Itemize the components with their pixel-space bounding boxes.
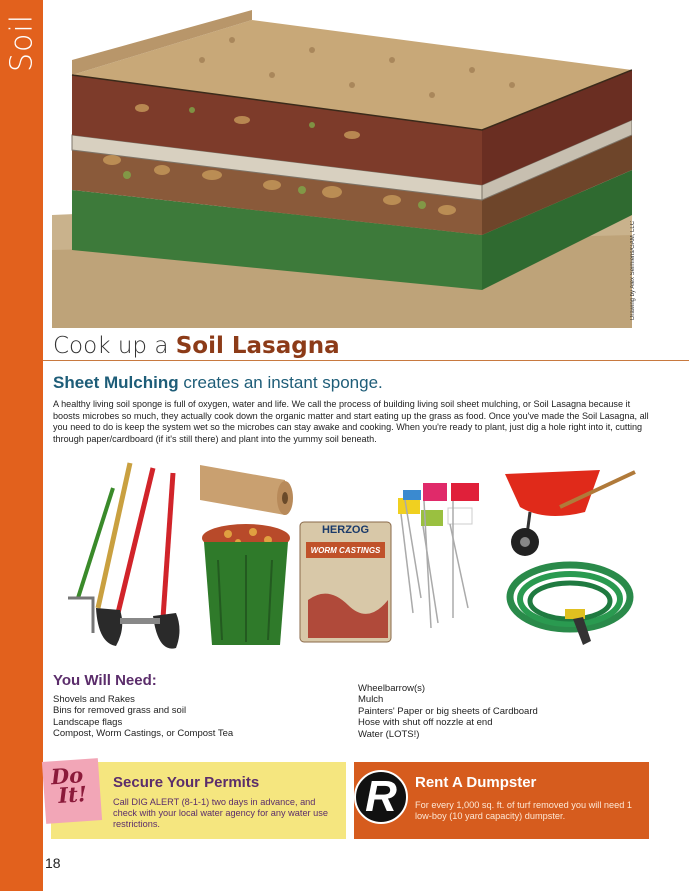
section-sidebar xyxy=(0,0,43,891)
list-item: Water (LOTS!) xyxy=(358,728,420,740)
list-item: Shovels and Rakes xyxy=(53,694,135,705)
worm-castings-bag-image xyxy=(298,520,393,644)
worm-castings-brand: HERZOG xyxy=(321,524,370,536)
list-item: Mulch xyxy=(358,694,384,706)
list-item: Landscape flags xyxy=(53,716,123,728)
list-item: Hose with shut off nozzle at end xyxy=(358,717,493,729)
soil-lasagna-illustration xyxy=(52,0,632,328)
wheelbarrow-image xyxy=(500,462,640,562)
list-item: Painters' Paper or big sheets of Cardboard xyxy=(358,705,538,717)
title-emphasis: Soil Lasagna xyxy=(175,333,340,359)
painters-paper-roll-image xyxy=(190,460,300,525)
r-badge-icon: R xyxy=(354,770,408,824)
page-number: 18 xyxy=(45,855,61,871)
list-item: Bins for removed grass and soil xyxy=(53,705,187,717)
subtitle: Sheet Mulching creates an instant sponge. xyxy=(53,373,383,392)
dumpster-text: For every 1,000 sq. ft. of turf removed you will need 1 low-boy (10 yard capacity) dumpster. xyxy=(415,800,633,821)
garden-hose-image xyxy=(505,557,640,652)
shovels-and-rakes-image xyxy=(58,458,198,653)
list-item: Compost, Worm Castings, or Compost Tea xyxy=(53,728,234,740)
needs-list-right xyxy=(358,683,538,740)
you-will-need-heading: You Will Need: xyxy=(53,672,157,689)
worm-castings-label: WORM CASTINGS xyxy=(310,546,381,555)
page-title: Cook up a Soil Lasagna xyxy=(53,333,340,359)
list-item: Wheelbarrow(s) xyxy=(358,683,426,694)
permit-title: Secure Your Permits xyxy=(113,774,260,791)
needs-list-left xyxy=(53,694,233,740)
title-divider xyxy=(43,360,689,361)
illustration-credit: Drawing by Alex Seimiens/GAM, LLC xyxy=(630,220,636,320)
section-label: Soil xyxy=(4,13,40,73)
yard-waste-bin-image xyxy=(198,520,294,650)
do-it-badge: Do It! xyxy=(42,758,102,824)
permit-text: Call DIG ALERT (8-1-1) two days in advance, and check with your local water agency for any water use restrictions. xyxy=(113,797,328,829)
dumpster-title: Rent A Dumpster xyxy=(415,774,537,791)
intro-paragraph: A healthy living soil sponge is full of oxygen, water and life. We call the process of building living soil sheet mulching, or Soil Lasagna because it boosts microbes so much, they actually cook down the organic matter and start eating up the grass as food. Once you've made the Soil Lasagna, all you need to do is keep the system wet so the microbes can stay awake and cooking. When you're ready to plant, just dig a hole right into it, cutting through paper/cardboard (if it's still there) and plant into the yummy soil beneath. xyxy=(53,399,649,444)
landscape-flags-image xyxy=(393,478,485,633)
